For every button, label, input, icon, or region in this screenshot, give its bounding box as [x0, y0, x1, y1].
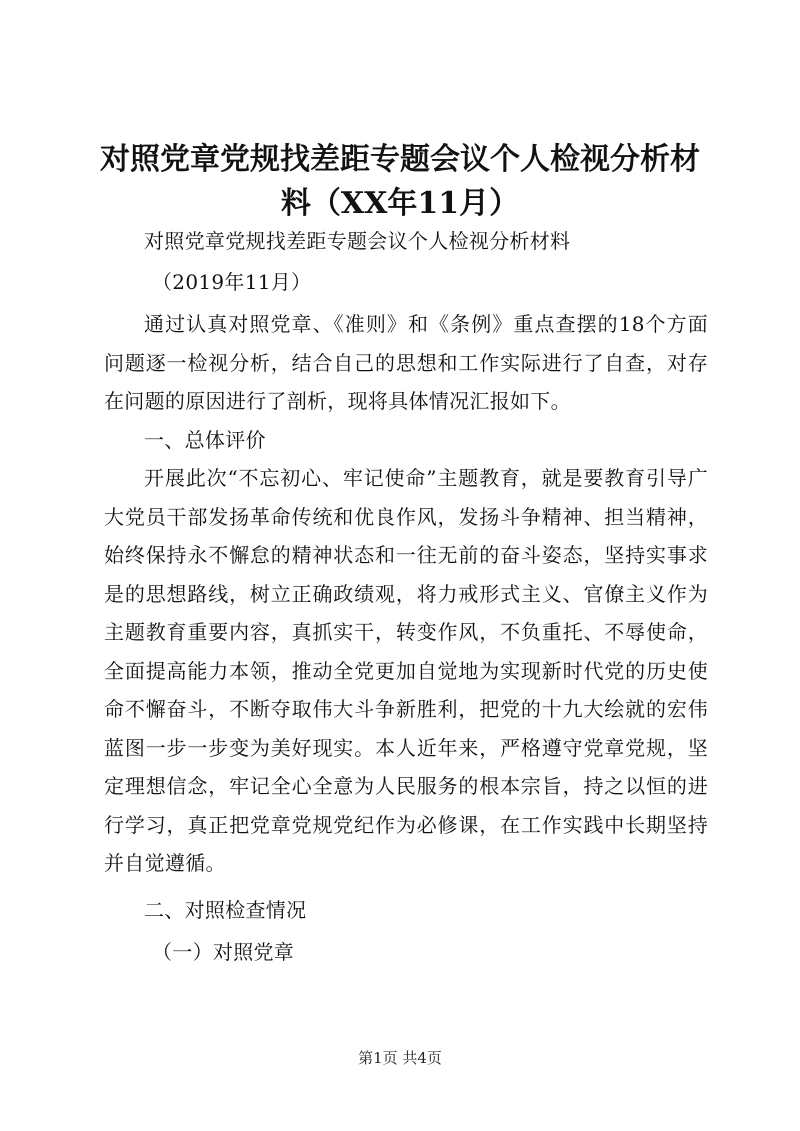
- intro-paragraph: 通过认真对照党章、《准则》和《条例》重点查摆的18个方面问题逐一检视分析，结合自己的思想和工作实际进行了自查，对存在问题的原因进行了剖析，现将具体情况汇报如下。: [104, 312, 708, 413]
- document-date: （2019年11月）: [152, 269, 312, 294]
- section-heading-1: 一、总体评价: [144, 427, 266, 452]
- document-body: [104, 222, 708, 972]
- page-footer: 第1页 共4页: [358, 1049, 442, 1067]
- title-line-2: 料（XX年11月）: [280, 186, 520, 221]
- document-subtitle: 对照党章党规找差距专题会议个人检视分析材料: [144, 229, 571, 253]
- evaluation-paragraph: 开展此次“不忘初心、牢记使命”主题教育，就是要教育引导广大党员干部发扬革命传统和优良作风，发扬斗争精神、担当精神，始终保持永不懈怠的精神状态和一往无前的奋斗姿态，坚持实事求是的思想路线，树立正确政绩观，将力戒形式主义、官僚主义作为主题教育重要内容，真抓实干，转变作风，不负重托、不辱使命，全面提高能力本领，推动全党更加自觉地为实现新时代党的历史使命不懈奋斗，不断夺取伟大斗争新胜利，把党的十九大绘就的宏伟蓝图一步一步变为美好现实。本人近年来，严格遵守党章党规，坚定理想信念，牢记全心全意为人民服务的根本宗旨，持之以恒的进行学习，真正把党章党规党纪作为必修课，在工作实践中长期坚持并自觉遵循。: [104, 466, 708, 875]
- title-line-1: 对照党章党规找差距专题会议个人检视分析材: [100, 142, 700, 177]
- subsection-heading-1: （一）对照党章: [152, 940, 295, 964]
- document-title: [100, 138, 700, 226]
- section-heading-2: 二、对照检查情况: [144, 897, 307, 922]
